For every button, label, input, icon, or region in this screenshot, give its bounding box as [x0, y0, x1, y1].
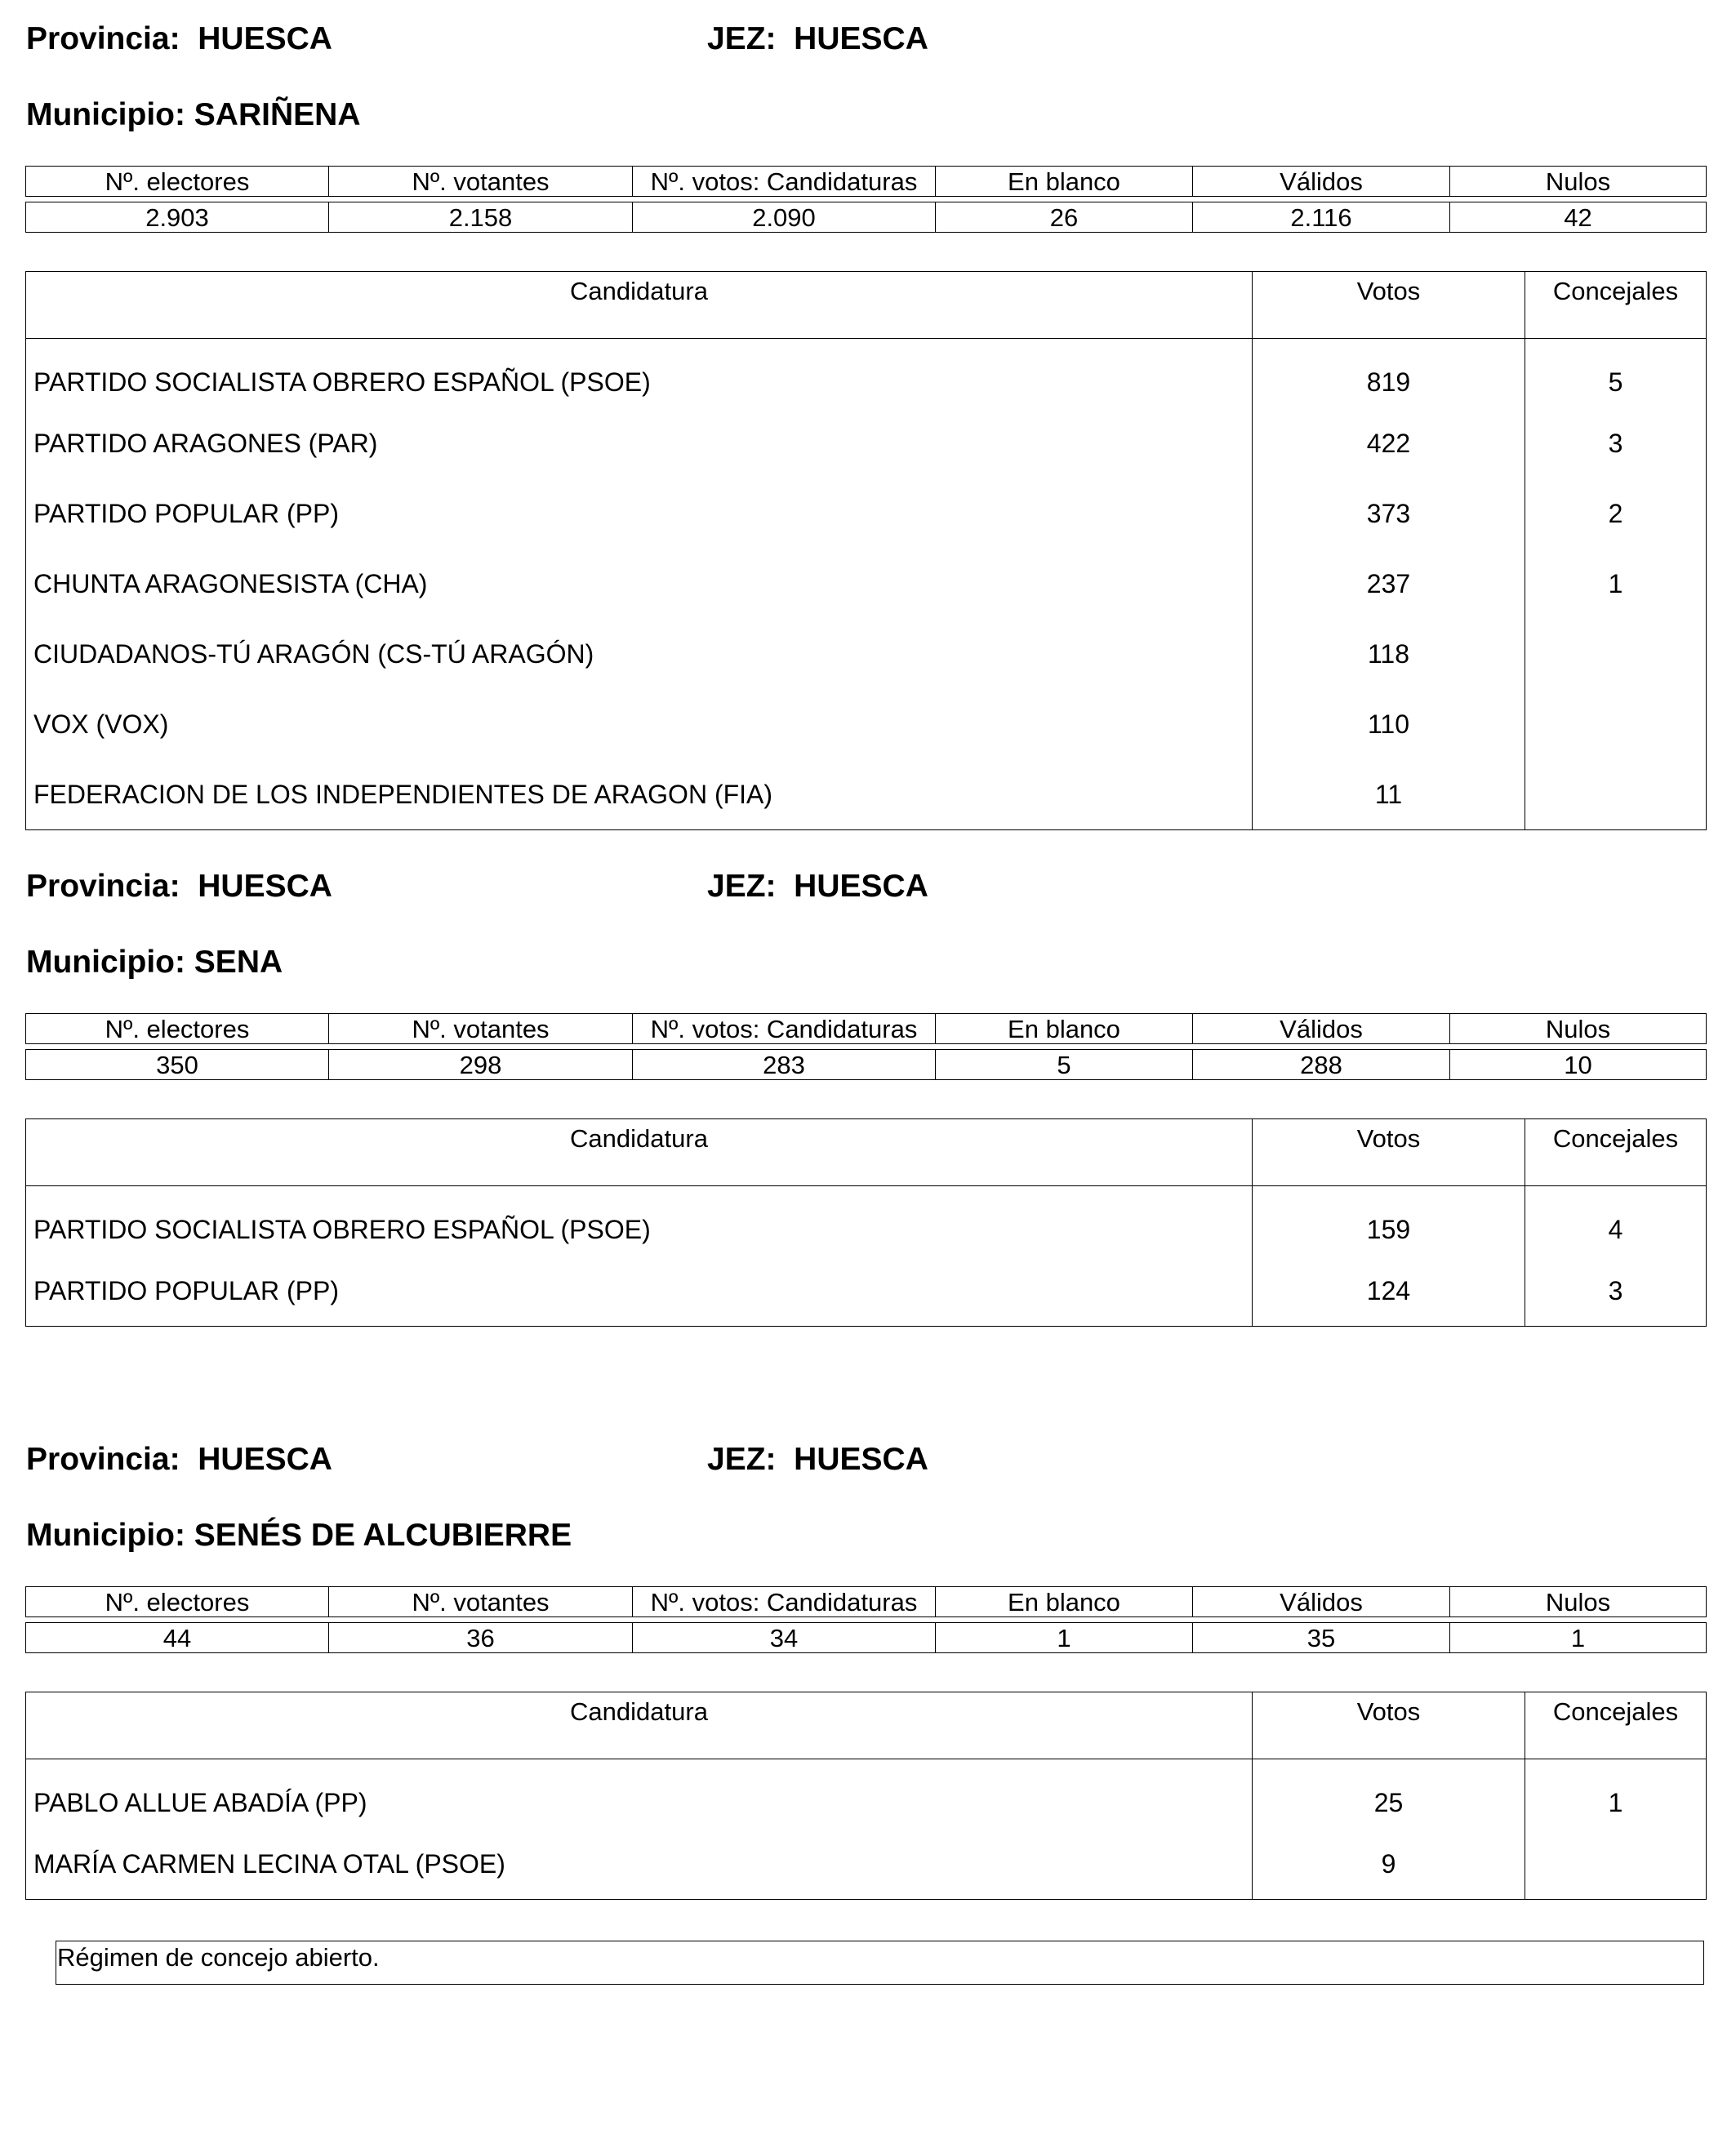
table-row — [26, 549, 1707, 619]
candidate-seats — [1525, 689, 1707, 759]
stats-table — [25, 1586, 1707, 1653]
candidate-name: PABLO ALLUE ABADÍA (PP) — [26, 1759, 1253, 1830]
provincia-label: Provincia: HUESCA — [26, 1442, 332, 1477]
table-row — [26, 339, 1707, 409]
candidatura-header: Candidatura — [26, 272, 1253, 339]
candidate-votes: 237 — [1253, 549, 1525, 619]
candidate-seats: 2 — [1525, 478, 1707, 549]
municipio-title: Municipio: SENÉS DE ALCUBIERRE — [26, 1518, 572, 1553]
stat-value: 5 — [936, 1050, 1193, 1080]
concejales-header: Concejales — [1525, 272, 1707, 339]
candidate-seats: 3 — [1525, 1256, 1707, 1327]
candidate-name: PARTIDO POPULAR (PP) — [26, 1256, 1253, 1327]
table-row — [26, 759, 1707, 830]
stat-header: Nº. electores — [26, 1587, 329, 1617]
candidate-votes: 118 — [1253, 619, 1525, 689]
table-row — [26, 478, 1707, 549]
stat-header: Válidos — [1193, 167, 1450, 197]
provincia-label: Provincia: HUESCA — [26, 21, 332, 56]
candidate-name: CIUDADANOS-TÚ ARAGÓN (CS-TÚ ARAGÓN) — [26, 619, 1253, 689]
stat-value: 283 — [633, 1050, 936, 1080]
candidate-votes: 110 — [1253, 689, 1525, 759]
candidates-table — [25, 1692, 1707, 1900]
stat-value: 1 — [1450, 1623, 1707, 1653]
table-row — [26, 1829, 1707, 1900]
votos-header: Votos — [1253, 1692, 1525, 1759]
stat-value: 298 — [329, 1050, 633, 1080]
table-row — [26, 408, 1707, 478]
candidate-seats: 4 — [1525, 1186, 1707, 1256]
candidate-votes: 422 — [1253, 408, 1525, 478]
provincia-label: Provincia: HUESCA — [26, 869, 332, 904]
candidates-table — [25, 1118, 1707, 1327]
candidate-name: FEDERACION DE LOS INDEPENDIENTES DE ARAGON (FIA) — [26, 759, 1253, 830]
table-row — [26, 1759, 1707, 1830]
candidate-votes: 159 — [1253, 1186, 1525, 1256]
stat-value: 44 — [26, 1623, 329, 1653]
candidate-votes: 9 — [1253, 1829, 1525, 1900]
stat-header: Válidos — [1193, 1587, 1450, 1617]
table-row — [26, 689, 1707, 759]
candidate-seats — [1525, 759, 1707, 830]
candidate-votes: 819 — [1253, 339, 1525, 409]
stat-value: 2.903 — [26, 202, 329, 233]
stat-value: 1 — [936, 1623, 1193, 1653]
stat-value: 10 — [1450, 1050, 1707, 1080]
stat-value: 288 — [1193, 1050, 1450, 1080]
jez-label: JEZ: HUESCA — [707, 1442, 928, 1477]
stat-header: Nº. votantes — [329, 1587, 633, 1617]
stat-header: Nº. votantes — [329, 1014, 633, 1044]
stat-value: 2.158 — [329, 202, 633, 233]
stat-header: Nº. electores — [26, 167, 329, 197]
votos-header: Votos — [1253, 272, 1525, 339]
candidate-votes: 25 — [1253, 1759, 1525, 1830]
candidate-votes: 373 — [1253, 478, 1525, 549]
candidates-table — [25, 271, 1707, 830]
regime-note: Régimen de concejo abierto. — [56, 1941, 1704, 1985]
stat-header: En blanco — [936, 167, 1193, 197]
stat-header: Nulos — [1450, 1014, 1707, 1044]
municipio-title: Municipio: SARIÑENA — [26, 97, 361, 132]
municipio-title: Municipio: SENA — [26, 945, 283, 980]
concejales-header: Concejales — [1525, 1119, 1707, 1186]
stat-value: 42 — [1450, 202, 1707, 233]
stat-value: 2.090 — [633, 202, 936, 233]
candidate-votes: 124 — [1253, 1256, 1525, 1327]
candidate-seats: 3 — [1525, 408, 1707, 478]
votos-header: Votos — [1253, 1119, 1525, 1186]
jez-label: JEZ: HUESCA — [707, 869, 928, 904]
stat-header: Nº. electores — [26, 1014, 329, 1044]
candidate-seats: 1 — [1525, 1759, 1707, 1830]
candidate-seats: 5 — [1525, 339, 1707, 409]
table-row — [26, 1256, 1707, 1327]
stat-value: 2.116 — [1193, 202, 1450, 233]
stat-header: Nº. votos: Candidaturas — [633, 1587, 936, 1617]
table-row — [26, 1186, 1707, 1256]
candidate-seats — [1525, 619, 1707, 689]
candidatura-header: Candidatura — [26, 1692, 1253, 1759]
stat-header: En blanco — [936, 1014, 1193, 1044]
stat-value: 26 — [936, 202, 1193, 233]
concejales-header: Concejales — [1525, 1692, 1707, 1759]
stats-table — [25, 166, 1707, 233]
candidatura-header: Candidatura — [26, 1119, 1253, 1186]
stat-value: 36 — [329, 1623, 633, 1653]
candidate-seats: 1 — [1525, 549, 1707, 619]
stat-value: 34 — [633, 1623, 936, 1653]
candidate-name: VOX (VOX) — [26, 689, 1253, 759]
candidate-name: PARTIDO ARAGONES (PAR) — [26, 408, 1253, 478]
candidate-votes: 11 — [1253, 759, 1525, 830]
stat-header: Nº. votantes — [329, 167, 633, 197]
candidate-name: PARTIDO SOCIALISTA OBRERO ESPAÑOL (PSOE) — [26, 1186, 1253, 1256]
stat-header: Nº. votos: Candidaturas — [633, 167, 936, 197]
jez-label: JEZ: HUESCA — [707, 21, 928, 56]
candidate-name: PARTIDO SOCIALISTA OBRERO ESPAÑOL (PSOE) — [26, 339, 1253, 409]
stat-value: 35 — [1193, 1623, 1450, 1653]
stat-header: En blanco — [936, 1587, 1193, 1617]
stats-table — [25, 1013, 1707, 1080]
stat-header: Nulos — [1450, 167, 1707, 197]
candidate-name: PARTIDO POPULAR (PP) — [26, 478, 1253, 549]
stat-header: Nº. votos: Candidaturas — [633, 1014, 936, 1044]
stat-value: 350 — [26, 1050, 329, 1080]
candidate-seats — [1525, 1829, 1707, 1900]
stat-header: Nulos — [1450, 1587, 1707, 1617]
table-row — [26, 619, 1707, 689]
stat-header: Válidos — [1193, 1014, 1450, 1044]
candidate-name: MARÍA CARMEN LECINA OTAL (PSOE) — [26, 1829, 1253, 1900]
candidate-name: CHUNTA ARAGONESISTA (CHA) — [26, 549, 1253, 619]
